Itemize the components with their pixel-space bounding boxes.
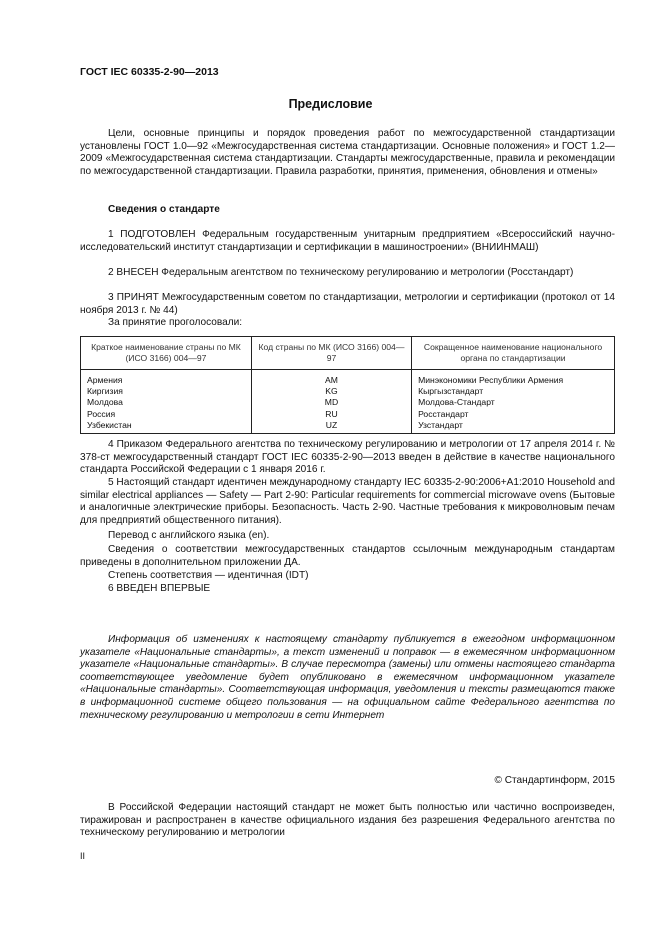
table-cell: MD (251, 397, 411, 408)
table-header-body: Сокращенное наименование национального органа по стандартизации (412, 337, 615, 370)
intro-paragraph: Цели, основные принципы и порядок проведения работ по межгосударственной стандартизации установлены ГОСТ 1.0—92 «Межгосударственная система стандартизации. Основные положения» и ГОСТ 1.2—2009 «Межгосударственная система стандартизации. Стандарты межгосударственные, правила и рекомендации по межгосударственной стандартизации. Правила разработки, принятия, применения, обновления и отмены» (80, 128, 615, 177)
item-6: 6 ВВЕДЕН ВПЕРВЫЕ (108, 583, 211, 594)
member-states-table (80, 336, 615, 434)
voted-label: За принятие проголосовали: (108, 317, 243, 328)
info-paragraph: Информация об изменениях к настоящему стандарту публикуется в ежегодном информационном указателе «Национальные стандарты», а текст изменений и поправок — в ежемесячном информационном указателе «Национальные стандарты». В случае пересмотра (замены) или отмены настоящего стандарта соответствующее уведомление будет опубликовано в ежемесячном информационном указателе «Национальные стандарты». Соответствующая информация, уведомления и тексты размещаются также в информационной системе общего пользования — на официальном сайте Федерального агентства по техническому регулированию и метрологии в сети Интернет (80, 634, 615, 721)
page-title: Предисловие (288, 97, 373, 111)
copyright: © Стандартинформ, 2015 (494, 775, 615, 786)
item-3: 3 ПРИНЯТ Межгосударственным советом по стандартизации, метрологии и сертификации (протокол от 14 ноября 2013 г. № 44) (80, 292, 615, 316)
item-4: 4 Приказом Федерального агентства по техническому регулированию и метрологии от 17 апреля 2014 г. № 378-ст межгосударственный стандарт ГОСТ IEC 60335-2-90—2013 введен в действие в качестве национального стандарта Российской Федерации с 1 января 2016 г. (80, 439, 615, 476)
table-row (81, 370, 615, 387)
page-number: II (80, 851, 86, 861)
section-subheading: Сведения о стандарте (108, 204, 220, 215)
table-header-code: Код страны по МК (ИСО 3166) 004—97 (251, 337, 411, 370)
reproduction-notice: В Российской Федерации настоящий стандарт не может быть полностью или частично воспроизведен, тиражирован и распространен в качестве официального издания без разрешения Федерального агентства по техническому регулированию и метрологии (80, 802, 615, 839)
table-cell: Узбекистан (81, 420, 252, 434)
table-cell: Кыргызстандарт (418, 386, 484, 397)
table-cell: Минэкономики Республики Армения (418, 375, 564, 385)
degree-note: Степень соответствия — идентичная (IDT) (108, 570, 309, 581)
table-cell: KG (251, 386, 411, 397)
correspondence-note: Сведения о соответствии межгосударственных стандартов ссылочным международным стандартам приведены в дополнительном приложении ДА. (80, 544, 615, 568)
table-row (81, 409, 615, 420)
item-2: 2 ВНЕСЕН Федеральным агентством по техническому регулированию и метрологии (Росстандарт) (108, 267, 574, 278)
table-row (81, 386, 615, 397)
table-cell: AM (251, 370, 411, 387)
document-header: ГОСТ IEC 60335-2-90—2013 (80, 66, 219, 78)
table-cell: Узстандарт (418, 419, 463, 430)
table-cell: Киргизия (81, 386, 252, 397)
table-cell: Молдова (81, 397, 252, 408)
table-cell: Армения (81, 370, 252, 387)
item-1: 1 ПОДГОТОВЛЕН Федеральным государственным унитарным предприятием «Всероссийский научно-исследовательский институт стандартизации и сертификации в машиностроении» (ВНИИНМАШ) (80, 229, 615, 253)
table-cell: Россия (81, 409, 252, 420)
table-row (81, 397, 615, 408)
table-row (81, 420, 615, 434)
table-cell: Молдова-Стандарт (418, 397, 495, 408)
translation-note: Перевод с английского языка (en). (108, 530, 270, 541)
table-cell: RU (251, 409, 411, 420)
table-header-country: Краткое наименование страны по МК (ИСО 3166) 004—97 (81, 337, 252, 370)
table-cell: UZ (251, 420, 411, 434)
table-cell: Росстандарт (418, 408, 469, 419)
item-5: 5 Настоящий стандарт идентичен международному стандарту IEC 60335-2-90:2006+A1:2010 Household and similar electrical appliances — Safety — Part 2-90: Particular requirements for commercial microwave ovens (Бытовые и аналогичные электрические приборы. Безопасность. Часть 2-90. Частные требования к микроволновым печам для предприятий общественного питания). (80, 477, 615, 526)
